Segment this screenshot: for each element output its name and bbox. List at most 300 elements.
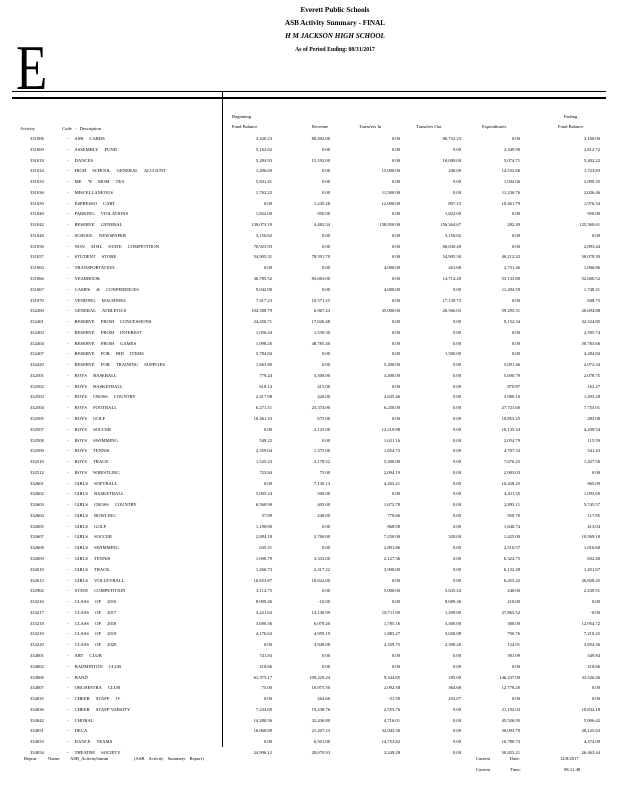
table-row — [0, 544, 618, 553]
transfers-out-value: 0.00 — [452, 146, 461, 152]
transfers-out-value: 8,689.46 — [444, 599, 461, 605]
transfers-in-value: 10,711.90 — [381, 609, 400, 615]
transfers-out-value: 1,209.00 — [444, 609, 461, 615]
activity-code: 331048 — [30, 232, 44, 238]
activity-code: 331066 — [30, 276, 44, 281]
ending-balance: 283.08 — [587, 416, 600, 422]
expenditures-value: 10,135.34 — [501, 426, 520, 432]
revenue-value: 2,125.00 — [313, 426, 330, 432]
beginning-balance: 6,560.90 — [255, 502, 272, 508]
ending-balance: 125,560.61 — [579, 222, 600, 228]
activity-description: - CLASS OF 2019 — [67, 631, 117, 637]
activity-code: 333219 — [30, 631, 44, 637]
footer-report-title: (ASB Activity Summary Report) — [134, 756, 204, 761]
col-revenue: Revenue — [312, 124, 329, 129]
revenue-value: 0.00 — [321, 189, 330, 195]
expenditures-value: 2,731.46 — [503, 265, 520, 271]
table-row — [0, 706, 618, 715]
beginning-balance: 3,420.23 — [255, 136, 272, 141]
expenditures-value: 16,780.73 — [501, 739, 520, 745]
transfers-out-value: 0.00 — [452, 577, 461, 583]
transfers-in-value: 0.00 — [391, 157, 400, 163]
ending-balance: 1,093.69 — [583, 491, 600, 497]
activity-description: - ASB CARDS — [67, 136, 105, 141]
beginning-balance: 741.83 — [259, 652, 272, 658]
table-row — [0, 200, 618, 209]
transfers-out-value: 0.00 — [452, 469, 461, 475]
ending-balance: 2,595.74 — [583, 329, 600, 335]
table-row — [0, 167, 618, 176]
beginning-balance: 1,998.26 — [255, 340, 272, 346]
expenditures-value: 210.00 — [507, 599, 520, 605]
activity-description: - BAND — [67, 674, 88, 680]
activity-code: 334001 — [30, 652, 44, 658]
ending-balance: 1,427.50 — [583, 459, 600, 465]
footer-report-name: ASB_ActivitySumm — [70, 756, 109, 761]
activity-description: - GIRLS SWIMMING — [67, 545, 119, 551]
ending-balance: 541.43 — [587, 448, 600, 454]
school-name: H M JACKSON HIGH SCHOOL — [285, 32, 385, 40]
activity-description: - STUDENT STORE — [67, 254, 117, 260]
activity-code: 332603 — [30, 502, 44, 508]
expenditures-value: 10,853.25 — [501, 416, 520, 422]
transfers-in-value: 0.00 — [391, 491, 400, 497]
transfers-out-value: 3,300.00 — [444, 620, 461, 626]
transfers-in-value: 1,785.16 — [383, 620, 400, 626]
transfers-out-value: 0.00 — [452, 556, 461, 562]
activity-code: 332610 — [30, 566, 44, 572]
col-code-description: Code - Description — [62, 126, 101, 131]
header-divider-thin — [12, 91, 606, 92]
activity-code: 331050 — [30, 243, 44, 249]
transfers-in-value: 868.98 — [387, 523, 400, 529]
transfers-in-value: 0.00 — [391, 577, 400, 583]
table-row — [0, 695, 618, 704]
activity-code: 331067 — [30, 286, 44, 292]
ending-balance: 1,723.83 — [583, 168, 600, 174]
ending-balance: -0.00 — [590, 609, 600, 615]
expenditures-value: 0.00 — [511, 232, 520, 238]
footer-time-value: 08:11:48 — [564, 767, 581, 772]
activity-code: 331033 — [30, 179, 44, 185]
revenue-value: 48,785.40 — [311, 340, 330, 346]
activity-code: 332502 — [30, 383, 44, 389]
activity-description: - DECA — [67, 728, 88, 734]
ending-balance: 4,474.09 — [583, 739, 600, 745]
activity-code: 331009 — [30, 146, 44, 152]
beginning-balance: 16,068.89 — [253, 728, 272, 734]
revenue-value: 83,663.00 — [311, 276, 330, 281]
table-row — [0, 652, 618, 661]
table-row — [0, 275, 618, 284]
expenditures-value: 0.00 — [511, 329, 520, 335]
report-title: ASB Activity Summary - FINAL — [284, 19, 386, 27]
activity-description: - CLASS OF 2020 — [67, 642, 117, 648]
expenditures-value: 240.00 — [507, 588, 520, 594]
activity-description: - GIRLS TRACK — [67, 566, 110, 572]
activity-description: - BOYS BASKETBALL — [67, 383, 123, 389]
expenditures-value: 5,091.46 — [503, 362, 520, 368]
revenue-value: 10,571.25 — [311, 297, 330, 303]
revenue-value: 3,948.08 — [313, 642, 330, 648]
table-row — [0, 630, 618, 639]
activity-description: - PARKING VIOLATIONS — [67, 211, 129, 217]
beginning-balance: 5,284.93 — [255, 157, 272, 163]
revenue-value: 950.00 — [317, 211, 330, 217]
transfers-in-value: 2,094.19 — [383, 469, 400, 475]
revenue-value: 23,374.00 — [311, 405, 330, 411]
transfers-in-value: 2,092.38 — [383, 685, 400, 691]
expenditures-value: 9,152.34 — [503, 319, 520, 325]
transfers-in-value: 35,000.00 — [381, 308, 400, 314]
expenditures-value: 1,646.74 — [503, 523, 520, 529]
table-row — [0, 587, 618, 596]
activity-description: - GIRLS CROSS COUNTRY — [67, 502, 137, 508]
beginning-balance: 0.00 — [263, 480, 272, 486]
activity-description: - BOYS WRESTLING — [67, 469, 120, 475]
transfers-out-value: 0.00 — [452, 437, 461, 443]
revenue-value: 0.00 — [321, 232, 330, 238]
ending-balance: 848.75 — [587, 297, 600, 303]
activity-description: - NON ATHL STATE COMPETITION — [67, 243, 159, 249]
expenditures-value: 2,903.03 — [503, 469, 520, 475]
expenditures-value: 21,192.03 — [501, 706, 520, 712]
expenditures-value: 6,455.42 — [503, 577, 520, 583]
transfers-out-value: 0.00 — [452, 706, 461, 712]
transfers-out-value: 0.00 — [452, 663, 461, 669]
beginning-balance: 57.89 — [261, 512, 272, 518]
transfers-in-value: 0.00 — [391, 319, 400, 325]
ending-balance: 10,569.18 — [581, 534, 600, 540]
revenue-value: 1,245.28 — [313, 200, 330, 206]
transfers-in-value: 3,249.28 — [383, 749, 400, 755]
activity-code: 332507 — [30, 426, 44, 432]
ending-balance: 1,493.28 — [583, 394, 600, 400]
revenue-value: 1,375.00 — [313, 448, 330, 454]
revenue-value: 19,238.76 — [311, 706, 330, 712]
beginning-balance: 1,525.23 — [255, 459, 272, 465]
transfers-out-value: 0.00 — [452, 491, 461, 497]
table-row — [0, 577, 618, 586]
activity-description: - RESERVE FROM INTEREST — [67, 329, 142, 335]
activity-description: - CHORAL — [67, 717, 94, 723]
table-row — [0, 157, 618, 166]
transfers-out-value: 0.00 — [452, 189, 461, 195]
activity-description: - RESERVE GENERAL — [67, 222, 123, 228]
beginning-balance: 2,417.98 — [255, 394, 272, 400]
revenue-value: 0.00 — [321, 351, 330, 357]
activity-code: 332504 — [30, 405, 44, 411]
activity-code: 331036 — [30, 189, 44, 195]
revenue-value: 7,130.13 — [313, 480, 330, 486]
table-row — [0, 232, 618, 241]
activity-description: - STATE COMPETITION — [67, 588, 126, 594]
beginning-balance: 1,056.44 — [255, 329, 272, 335]
table-row — [0, 469, 618, 478]
activity-description: - CLASS OF 2018 — [67, 620, 117, 626]
ending-balance: 0.00 — [591, 469, 600, 475]
beginning-balance: 139,073.19 — [251, 222, 272, 228]
beginning-balance: 0.00 — [263, 739, 272, 745]
activity-code: 331063 — [30, 265, 44, 271]
footer-date-label: Date: — [510, 756, 520, 761]
activity-code: 332902 — [30, 588, 44, 594]
beginning-balance: 635.31 — [259, 545, 272, 551]
table-row — [0, 620, 618, 629]
revenue-value: 420.00 — [317, 394, 330, 400]
activity-code: 333218 — [30, 620, 44, 626]
table-row — [0, 210, 618, 219]
expenditures-value: 124.91 — [507, 642, 520, 648]
transfers-out-value: 0.00 — [452, 372, 461, 378]
ending-balance: 2,239.51 — [583, 588, 600, 594]
activity-description: - HIGH SCHOOL GENERAL ACCOUNT — [67, 168, 167, 174]
activity-code: 333217 — [30, 609, 44, 615]
transfers-in-value: 1,621.16 — [383, 437, 400, 443]
transfers-out-value: 10,000.00 — [442, 157, 461, 163]
transfers-out-value: 0.00 — [452, 717, 461, 723]
table-row — [0, 189, 618, 198]
transfers-in-value: 2,127.36 — [383, 556, 400, 562]
activity-code: 334006 — [30, 674, 44, 680]
table-row — [0, 264, 618, 273]
transfers-in-value: 4,000.00 — [383, 286, 400, 292]
activity-code: 331018 — [30, 157, 44, 163]
activity-description: - ORCHESTRA CLUB — [67, 685, 121, 691]
expenditures-value: 6,132.28 — [503, 566, 520, 572]
ending-balance: 965.09 — [587, 480, 600, 486]
table-row — [0, 533, 618, 542]
ending-balance: 2,078.75 — [583, 372, 600, 378]
activity-description: - ESPRESSO CART — [67, 200, 116, 206]
expenditures-value: 3,980.16 — [503, 394, 520, 400]
ending-balance: 20,694.88 — [581, 308, 600, 314]
transfers-out-value: 0.00 — [452, 416, 461, 422]
expenditures-value: 7,676.25 — [503, 459, 520, 465]
activity-description: - CLASS OF 2017 — [67, 609, 117, 615]
col-expenditures: Expenditures — [482, 124, 507, 129]
transfers-out-value: 185.00 — [448, 674, 461, 680]
ending-balance: 5,745.57 — [583, 502, 600, 508]
ending-balance: 4,209.54 — [583, 426, 600, 432]
activity-code: 334053 — [30, 739, 44, 745]
revenue-value: 0.00 — [321, 286, 330, 292]
expenditures-value: 0.00 — [511, 136, 520, 141]
beginning-balance: 61,375.17 — [253, 674, 272, 680]
expenditures-value: 30,453.21 — [501, 749, 520, 755]
transfers-in-value: 2,891.86 — [383, 545, 400, 551]
ending-balance: 1,016.60 — [583, 545, 600, 551]
activity-description: - RESERVE FROM CONCESSIONS — [67, 319, 152, 325]
revenue-value: 0.00 — [321, 437, 330, 443]
transfers-out-value: 0.00 — [452, 329, 461, 335]
transfers-out-value: 0.00 — [452, 426, 461, 432]
transfers-out-value: 0.00 — [452, 362, 461, 368]
district-name: Everett Public Schools — [300, 6, 370, 14]
ending-balance: 162.27 — [587, 383, 600, 389]
ending-balance: 117.85 — [587, 512, 600, 518]
expenditures-value: 790.76 — [507, 631, 520, 637]
ending-balance: 5,906.42 — [583, 717, 600, 723]
transfers-in-value: 6,250.00 — [383, 405, 400, 411]
table-row — [0, 243, 618, 252]
transfers-in-value: 0.00 — [391, 211, 400, 217]
table-row — [0, 555, 618, 564]
activity-description: - DANCE TEAMS — [67, 739, 113, 745]
transfers-out-value: 261.68 — [448, 265, 461, 271]
transfers-in-value: 0.00 — [391, 136, 400, 141]
beginning-balance: 0.00 — [263, 265, 272, 271]
period-ending: As of Period Ending: 08/31/2017 — [295, 47, 375, 53]
revenue-value: 109,229.24 — [309, 674, 330, 680]
beginning-balance: 1,663.80 — [255, 362, 272, 368]
expenditures-value: 0.00 — [511, 340, 520, 346]
activity-description: - GIRLS BASKETBALL — [67, 491, 124, 497]
footer-current-label-2: Current — [476, 767, 491, 772]
transfers-out-value: 5,635.24 — [444, 588, 461, 594]
table-row — [0, 221, 618, 230]
table-row — [0, 350, 618, 359]
revenue-value: 264.66 — [317, 696, 330, 702]
transfers-out-value: 17,139.73 — [442, 297, 461, 303]
activity-description: - BOYS TRACK — [67, 459, 109, 465]
transfers-in-value: 770.66 — [387, 512, 400, 518]
revenue-value: 0.00 — [321, 652, 330, 658]
activity-code: 334002 — [30, 663, 44, 669]
expenditures-value: 27,721.60 — [501, 405, 520, 411]
activity-code: 332602 — [30, 491, 44, 497]
beginning-balance: 6,271.51 — [255, 405, 272, 411]
expenditures-value: 2,054.79 — [503, 437, 520, 443]
activity-code: 332200 — [30, 308, 44, 314]
beginning-balance: 723.84 — [259, 469, 272, 475]
beginning-balance: 0.00 — [263, 696, 272, 702]
activity-code: 332613 — [30, 577, 44, 583]
transfers-in-value: 0.00 — [391, 663, 400, 669]
expenditures-value: 10,461.79 — [501, 200, 520, 206]
revenue-value: 17,026.48 — [311, 319, 330, 325]
table-row — [0, 458, 618, 467]
revenue-value: 6,079.20 — [313, 620, 330, 626]
transfers-out-value: 0.00 — [452, 502, 461, 508]
ending-balance: 1,976.34 — [583, 200, 600, 206]
column-headers — [0, 114, 618, 134]
transfers-in-value: 12,219.88 — [381, 426, 400, 432]
expenditures-value: 1,425.00 — [503, 534, 520, 540]
beginning-balance: 104,588.79 — [251, 308, 272, 314]
expenditures-value: 5,074.71 — [503, 157, 520, 163]
col-transfers-out: Transfers Out — [416, 124, 442, 129]
revenue-value: 0.00 — [321, 362, 330, 368]
transfers-in-value: 2,635.46 — [383, 394, 400, 400]
table-row — [0, 512, 618, 521]
revenue-value: 1,539.30 — [313, 329, 330, 335]
ending-balance: 2,026.46 — [583, 189, 600, 195]
activity-description: - GIRLS GOLF — [67, 523, 107, 529]
beginning-balance: 1,822.00 — [255, 211, 272, 217]
revenue-value: 6,967.43 — [313, 308, 330, 314]
revenue-value: 0.00 — [321, 265, 330, 271]
transfers-in-value: 7,250.00 — [383, 534, 400, 540]
expenditures-value: 0.00 — [511, 211, 520, 217]
beginning-balance: 5,162.62 — [255, 146, 272, 152]
revenue-value: 2,317.22 — [313, 566, 330, 572]
ending-balance: 115.59 — [587, 437, 600, 443]
transfers-in-value: 12,000.00 — [381, 200, 400, 206]
revenue-value: 675.00 — [317, 416, 330, 422]
transfers-in-value: 0.00 — [391, 652, 400, 658]
activity-description: - CHEER STAFF-VARSITY — [67, 706, 131, 712]
table-row — [0, 340, 618, 349]
beginning-balance: 4,176.63 — [255, 631, 272, 637]
revenue-value: 75.00 — [319, 469, 330, 475]
beginning-balance: 1,496.69 — [255, 168, 272, 174]
beginning-balance: 5,841.41 — [255, 179, 272, 185]
expenditures-value: 6,324.75 — [503, 556, 520, 562]
activity-description: - ART CLUB — [67, 652, 102, 658]
revenue-value: 0.00 — [321, 146, 330, 152]
beginning-balance: 8,909.46 — [255, 599, 272, 605]
transfers-in-value: 0.00 — [391, 340, 400, 346]
transfers-out-value: 1,500.00 — [444, 351, 461, 357]
ending-balance: 7,210.25 — [583, 631, 600, 637]
activity-description: - RESERVE FOR TRAINING SUPPLIES — [67, 362, 165, 368]
transfers-in-value: 14,753.82 — [381, 739, 400, 745]
activity-code: 333220 — [30, 642, 44, 648]
ending-balance: 832.40 — [587, 556, 600, 562]
table-row — [0, 523, 618, 532]
activity-code: 332604 — [30, 512, 44, 518]
beginning-balance: 1,763.22 — [255, 189, 272, 195]
transfers-out-value: 0.00 — [452, 405, 461, 411]
activity-code: 331042 — [30, 222, 44, 228]
transfers-out-value: 807.15 — [448, 200, 461, 206]
activity-code: 334036 — [30, 706, 44, 712]
district-letter-logo: E — [16, 32, 48, 103]
expenditures-value: 4,707.33 — [503, 448, 520, 454]
beginning-balance: 54,905.31 — [253, 254, 272, 260]
activity-description: - BOYS SWIMMING — [67, 437, 118, 443]
ending-balance: 33,526.46 — [581, 674, 600, 680]
transfers-in-value: 1,654.72 — [383, 448, 400, 454]
transfers-out-value: 54,905.30 — [442, 254, 461, 260]
revenue-value: 405.00 — [317, 502, 330, 508]
expenditures-value: 0.00 — [511, 297, 520, 303]
revenue-value: 21,207.23 — [311, 728, 330, 734]
activity-code: 332509 — [30, 448, 44, 454]
expenditures-value: 870.87 — [507, 383, 520, 389]
ending-balance: 20,820.45 — [581, 577, 600, 583]
col-activity: Activity — [20, 126, 36, 131]
expenditures-value: 40,212.32 — [501, 254, 520, 260]
transfers-out-value: 0.00 — [452, 749, 461, 755]
beginning-balance: 1,696.79 — [255, 556, 272, 562]
transfers-in-value: 5,400.00 — [383, 459, 400, 465]
transfers-out-value: 1,822.00 — [444, 211, 461, 217]
transfers-in-value: 0.00 — [391, 351, 400, 357]
revenue-value: 0.00 — [321, 243, 330, 249]
table-row — [0, 307, 618, 316]
activity-description: - RESERVE FROM GAMES — [67, 340, 137, 346]
activity-description: - GIRLS SOFTBALL — [67, 480, 118, 486]
ending-balance: 2,812.72 — [583, 146, 600, 152]
table-row — [0, 393, 618, 402]
table-row — [0, 490, 618, 499]
transfers-out-value: 156,364.67 — [440, 222, 461, 228]
transfers-in-value: 0.00 — [391, 276, 400, 281]
table-row — [0, 253, 618, 262]
table-row — [0, 717, 618, 726]
